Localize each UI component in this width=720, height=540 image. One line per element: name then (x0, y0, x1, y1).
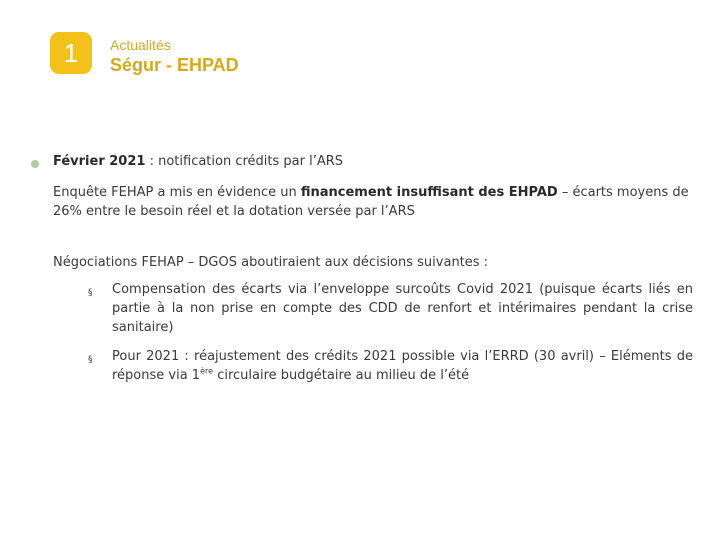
list-item-text-before: Pour 2021 : réajustement des crédits 2021 possible via l’ERRD (30 avril) – Eléments de réponse via 1 (112, 349, 693, 383)
ordinal-superscript: ère (200, 366, 214, 376)
survey-text-1: Enquête FEHAP a mis en évidence un (53, 185, 301, 200)
survey-paragraph (53, 183, 693, 221)
survey-text-2: – écarts moyens de 26% entre le besoin réel et la dotation versée par l’ARS (53, 185, 689, 219)
header (110, 36, 239, 76)
bullet-dot-icon (31, 160, 39, 168)
list-item-text: Compensation des écarts via l’enveloppe surcoûts Covid 2021 (puisque écarts liés en partie à la non prise en compte des CDD de renfort et intérimaires pendant la crise sanitaire) (112, 282, 693, 335)
square-bullet-icon: § (88, 355, 93, 365)
list-item (88, 280, 693, 337)
list-item (88, 347, 693, 385)
date-paragraph (53, 152, 693, 171)
date-rest: : notification crédits par l’ARS (145, 154, 344, 169)
main-content (53, 152, 693, 395)
section-label: Actualités (110, 37, 171, 53)
list-item-text-after: circulaire budgétaire au milieu de l’été (213, 368, 470, 383)
negotiation-paragraph: Négociations FEHAP – DGOS aboutiraient aux décisions suivantes : (53, 255, 489, 270)
section-number-badge (50, 32, 92, 74)
square-bullet-icon: § (88, 288, 93, 298)
date-bold: Février 2021 (53, 154, 146, 169)
page-title: Ségur - EHPAD (110, 55, 239, 75)
decision-list (88, 280, 693, 385)
survey-bold: financement insuffisant des EHPAD (300, 185, 558, 200)
section-number: 1 (63, 37, 79, 68)
